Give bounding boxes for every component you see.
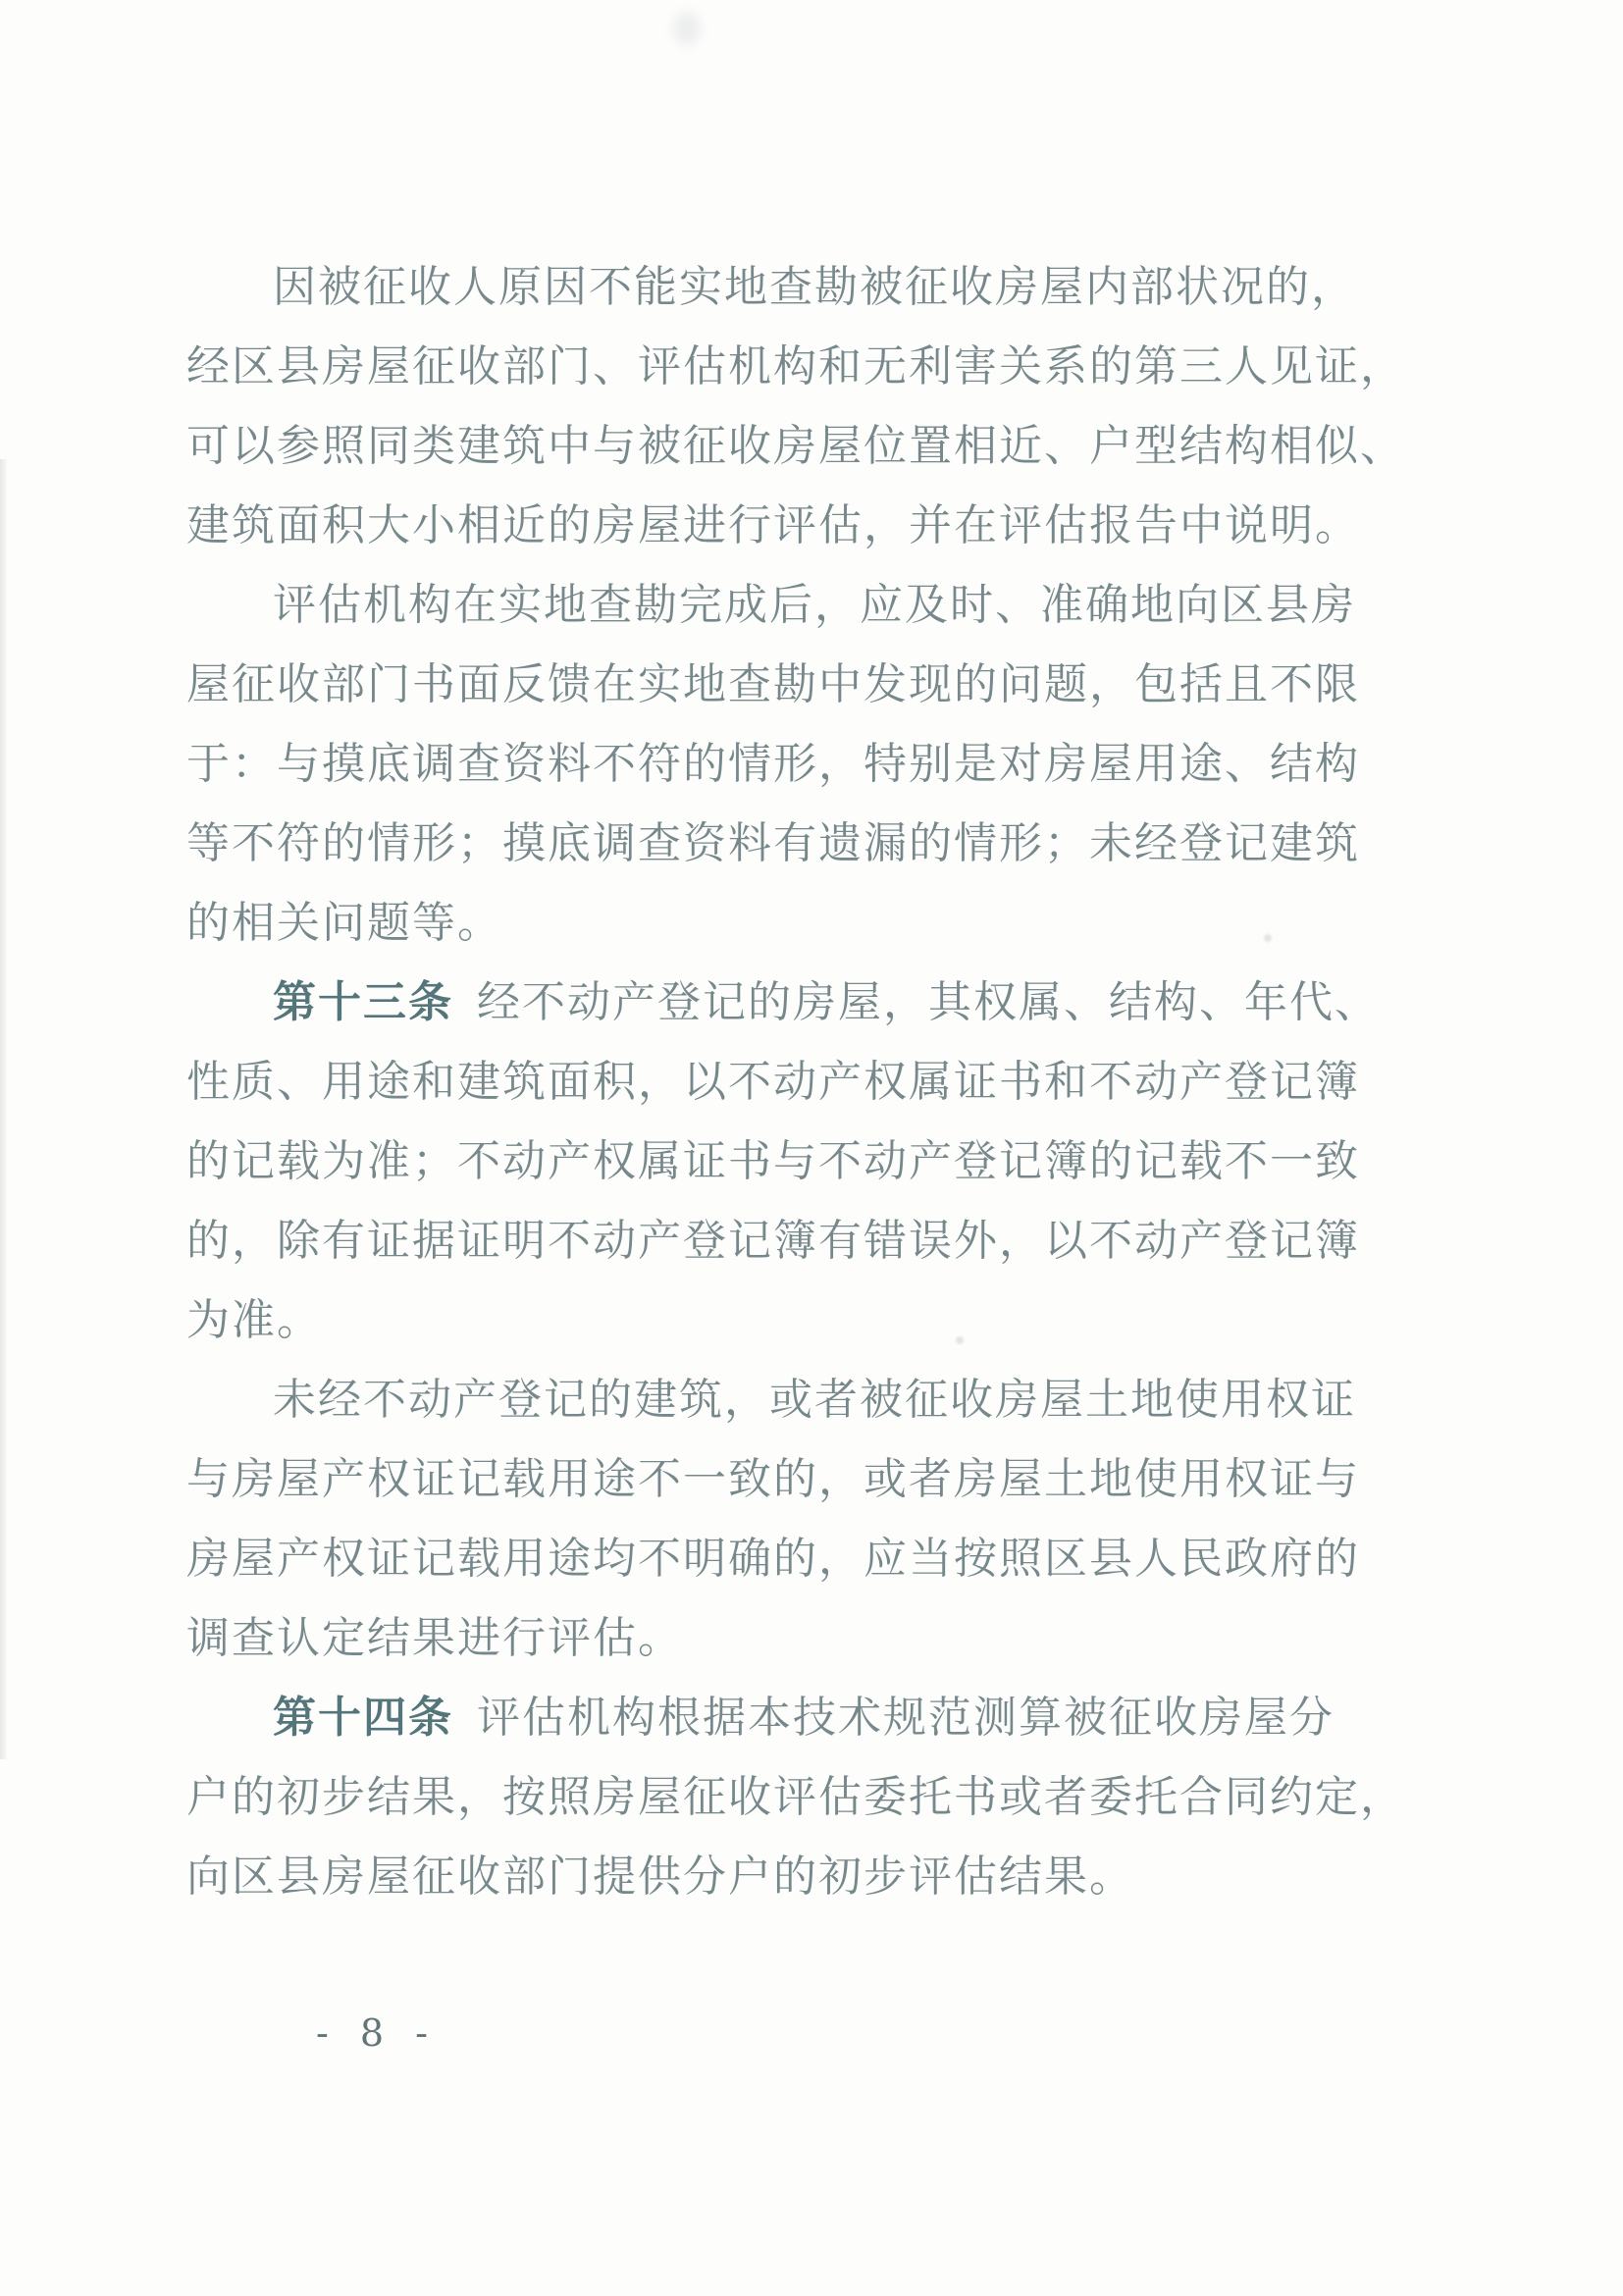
text-line: 与房屋产权证记载用途不一致的，或者房屋土地使用权证与	[186, 1454, 1360, 1504]
text-line: 等不符的情形；摸底调查资料有遗漏的情形；未经登记建筑	[186, 818, 1360, 868]
text-line: 评估机构在实地查勘完成后，应及时、准确地向区县房	[273, 580, 1356, 630]
text-line: 屋征收部门书面反馈在实地查勘中发现的问题，包括且不限	[186, 659, 1360, 709]
text-line: 房屋产权证记载用途均不明确的，应当按照区县人民政府的	[186, 1534, 1360, 1584]
text-line: 未经不动产登记的建筑，或者被征收房屋土地使用权证	[273, 1375, 1356, 1425]
text-line: 于：与摸底调查资料不符的情形，特别是对房屋用途、结构	[186, 739, 1360, 789]
text-line: 调查认定结果进行评估。	[186, 1613, 683, 1663]
text-line: 性质、用途和建筑面积，以不动产权属证书和不动产登记簿	[186, 1057, 1360, 1107]
text-line: 建筑面积大小相近的房屋进行评估，并在评估报告中说明。	[186, 500, 1360, 550]
text-line: 向区县房屋征收部门提供分户的初步评估结果。	[186, 1852, 1134, 1902]
document-body	[186, 247, 1405, 1916]
text-line: 的相关问题等。	[186, 898, 502, 948]
article-number: 第十三条	[273, 977, 453, 1027]
scan-smudge	[673, 12, 701, 45]
text-line: 第十三条 经不动产登记的房屋，其权属、结构、年代、	[273, 977, 1380, 1027]
text-line: 户的初步结果，按照房屋征收评估委托书或者委托合同约定，	[186, 1772, 1405, 1822]
text-line: 可以参照同类建筑中与被征收房屋位置相近、户型结构相似、	[186, 421, 1405, 471]
text-line: 因被征收人原因不能实地查勘被征收房屋内部状况的，	[273, 262, 1356, 312]
text-line: 的，除有证据证明不动产登记簿有错误外，以不动产登记簿	[186, 1216, 1360, 1266]
article-number: 第十四条	[273, 1693, 453, 1743]
scan-edge-shadow	[0, 459, 7, 1759]
text-line: 的记载为准；不动产权属证书与不动产登记簿的记载不一致	[186, 1136, 1360, 1186]
page-number: - 8 -	[316, 2011, 439, 2055]
text-line: 为准。	[186, 1295, 322, 1345]
text-line: 经区县房屋征收部门、评估机构和无利害关系的第三人见证，	[186, 341, 1405, 391]
text-line: 第十四条 评估机构根据本技术规范测算被征收房屋分	[273, 1693, 1335, 1743]
